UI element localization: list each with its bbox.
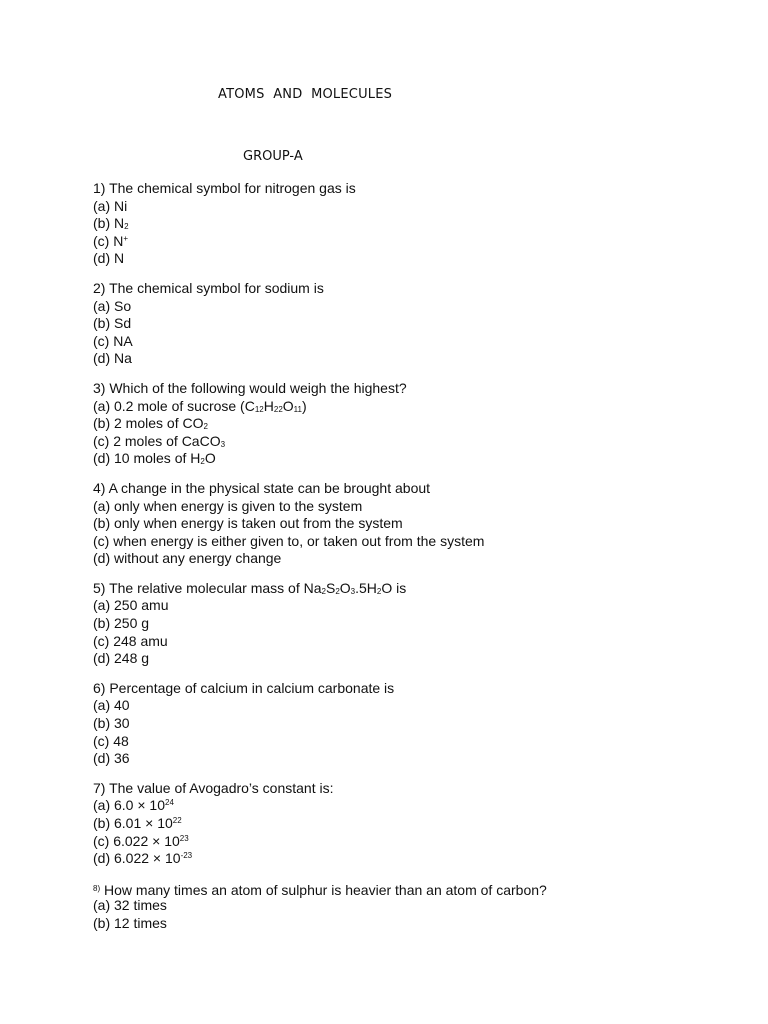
- option-text: 0.2 mole of sucrose (C: [114, 397, 255, 414]
- option-prefix: (b): [93, 715, 114, 732]
- question-number: 4): [93, 479, 106, 496]
- question-8: [93, 880, 733, 933]
- option-subscript: 3: [220, 439, 226, 449]
- question-text: [93, 480, 733, 498]
- option-c: [93, 533, 733, 551]
- formula-subscript: 2: [376, 586, 382, 596]
- option-prefix: (a): [93, 497, 114, 514]
- question-stem: A change in the physical state can be brought about: [108, 479, 431, 496]
- option-subscript: 2: [200, 457, 205, 467]
- option-c: [93, 233, 733, 251]
- option-prefix: (c): [93, 232, 114, 249]
- question-text: [93, 380, 733, 398]
- option-text: So: [114, 297, 132, 314]
- option-superscript: 23: [179, 833, 189, 843]
- option-prefix: (c): [93, 732, 114, 749]
- option-text: N: [114, 215, 125, 232]
- option-prefix: (a): [93, 897, 114, 914]
- question-text: [93, 180, 733, 198]
- question-stem-part: O: [339, 579, 351, 596]
- option-a: [93, 198, 733, 216]
- option-text: 36: [114, 750, 130, 767]
- option-superscript: +: [123, 233, 129, 243]
- option-b: [93, 415, 733, 433]
- option-prefix: (a): [93, 297, 114, 314]
- question-6: [93, 680, 733, 768]
- option-prefix: (c): [93, 532, 114, 549]
- option-b: [93, 815, 733, 833]
- question-number: 7): [93, 779, 106, 796]
- option-prefix: (a): [93, 597, 114, 614]
- option-subscript: 2: [203, 422, 208, 432]
- question-stem-part: .5H: [355, 579, 377, 596]
- option-text: 248 g: [114, 650, 150, 667]
- option-a: [93, 797, 733, 815]
- question-stem-part: S: [325, 579, 336, 596]
- question-stem: Percentage of calcium in calcium carbonate is: [109, 679, 395, 696]
- option-d: [93, 250, 733, 268]
- question-number: 1): [93, 180, 106, 196]
- option-superscript: -23: [180, 851, 193, 861]
- option-text: 250 amu: [114, 597, 169, 614]
- option-prefix: (b): [93, 515, 114, 532]
- option-text: 6.022 × 10: [114, 850, 181, 867]
- question-stem: The chemical symbol for nitrogen gas is: [109, 180, 356, 196]
- formula-subscript: 3: [350, 586, 356, 596]
- option-b: [93, 915, 733, 933]
- question-1: [93, 180, 733, 268]
- option-text: Ni: [114, 197, 128, 214]
- option-d: [93, 750, 733, 768]
- option-text: only when energy is taken out from the system: [114, 515, 403, 532]
- option-b: [93, 615, 733, 633]
- option-text: 6.0 × 10: [114, 797, 165, 814]
- option-prefix: (a): [93, 397, 114, 414]
- question-number: 6): [93, 679, 106, 696]
- option-prefix: (b): [93, 415, 114, 432]
- option-text: 6.01 × 10: [114, 815, 173, 831]
- formula-subscript: 2: [335, 586, 340, 596]
- option-subscript: 11: [293, 404, 302, 414]
- option-text: 2 moles of CaCO: [113, 432, 221, 449]
- option-subscript: 2: [124, 222, 129, 232]
- option-a: [93, 398, 733, 416]
- option-prefix: (c): [93, 632, 114, 649]
- option-text: 2 moles of CO: [114, 415, 204, 432]
- option-prefix: (d): [93, 450, 114, 467]
- option-text-part: ): [301, 397, 307, 414]
- question-stem-part: O is: [381, 579, 407, 596]
- option-c: [93, 333, 733, 351]
- option-subscript: 22: [273, 404, 283, 414]
- question-number: 3): [93, 379, 106, 396]
- option-c: [93, 433, 733, 451]
- option-text-part: O: [204, 450, 216, 467]
- option-superscript: 24: [165, 798, 174, 808]
- option-text: when energy is either given to, or taken out from the system: [113, 532, 485, 549]
- option-c: [93, 833, 733, 851]
- option-text-part: O: [282, 397, 294, 414]
- option-text: 48: [113, 732, 129, 749]
- option-prefix: (c): [93, 832, 114, 849]
- question-number: 2): [93, 279, 106, 296]
- option-d: [93, 450, 733, 468]
- option-b: [93, 515, 733, 533]
- question-text: [93, 680, 733, 698]
- option-text: Na: [114, 350, 132, 367]
- option-b: [93, 215, 733, 233]
- option-text: NA: [113, 332, 133, 349]
- option-prefix: (d): [93, 250, 114, 267]
- section-heading: GROUP-A: [243, 149, 303, 164]
- option-c: [93, 733, 733, 751]
- question-4: [93, 480, 733, 568]
- question-number: 5): [93, 579, 106, 596]
- option-a: [93, 597, 733, 615]
- option-a: [93, 897, 733, 915]
- option-prefix: (d): [93, 750, 114, 767]
- question-stem: The relative molecular mass of Na: [109, 579, 322, 596]
- option-b: [93, 315, 733, 333]
- option-text: 32 times: [114, 897, 167, 914]
- option-prefix: (a): [93, 797, 114, 814]
- option-prefix: (c): [93, 432, 114, 449]
- option-prefix: (d): [93, 650, 114, 667]
- question-2: [93, 280, 733, 368]
- option-prefix: (d): [93, 350, 114, 367]
- option-text: only when energy is given to the system: [114, 497, 363, 514]
- option-prefix: (a): [93, 197, 114, 214]
- option-superscript: 22: [172, 816, 182, 825]
- option-prefix: (a): [93, 697, 114, 714]
- question-5: [93, 580, 733, 668]
- option-d: [93, 350, 733, 368]
- question-text: [93, 580, 733, 598]
- option-text: 12 times: [114, 914, 167, 931]
- option-prefix: (c): [93, 332, 114, 349]
- question-stem: Which of the following would weigh the highest?: [109, 379, 407, 396]
- option-a: [93, 697, 733, 715]
- question-3: [93, 380, 733, 468]
- question-list: [93, 180, 733, 945]
- option-prefix: (b): [93, 315, 114, 332]
- question-text: [93, 780, 733, 798]
- option-prefix: (d): [93, 550, 114, 567]
- question-text: [93, 280, 733, 298]
- option-a: [93, 298, 733, 316]
- question-stem: The chemical symbol for sodium is: [109, 279, 324, 296]
- option-text: 10 moles of H: [114, 450, 201, 467]
- option-prefix: (b): [93, 914, 114, 931]
- question-stem: How many times an atom of sulphur is heavier than an atom of carbon?: [104, 881, 547, 898]
- option-text: 6.022 × 10: [113, 832, 180, 849]
- option-prefix: (b): [93, 615, 114, 632]
- option-text-part: H: [263, 397, 274, 414]
- option-text: 250 g: [114, 615, 150, 632]
- option-subscript: 12: [254, 404, 264, 414]
- option-c: [93, 633, 733, 651]
- question-text: [93, 880, 733, 898]
- option-b: [93, 715, 733, 733]
- option-text: Sd: [114, 315, 132, 332]
- question-stem: The value of Avogadro’s constant is:: [109, 779, 334, 796]
- option-text: 40: [114, 697, 130, 714]
- option-text: N: [114, 250, 125, 267]
- option-d: [93, 650, 733, 668]
- option-text: 248 amu: [113, 632, 168, 649]
- option-a: [93, 498, 733, 516]
- question-number: 8): [93, 883, 101, 893]
- option-prefix: (d): [93, 850, 114, 867]
- option-prefix: (b): [93, 215, 114, 232]
- page-title: ATOMS AND MOLECULES: [218, 87, 393, 102]
- option-prefix: (b): [93, 815, 114, 831]
- option-d: [93, 850, 733, 868]
- option-text: without any energy change: [114, 550, 282, 567]
- option-d: [93, 550, 733, 568]
- question-7: [93, 780, 733, 868]
- option-text: 30: [114, 715, 130, 732]
- option-text: N: [113, 232, 124, 249]
- formula-subscript: 2: [321, 586, 326, 596]
